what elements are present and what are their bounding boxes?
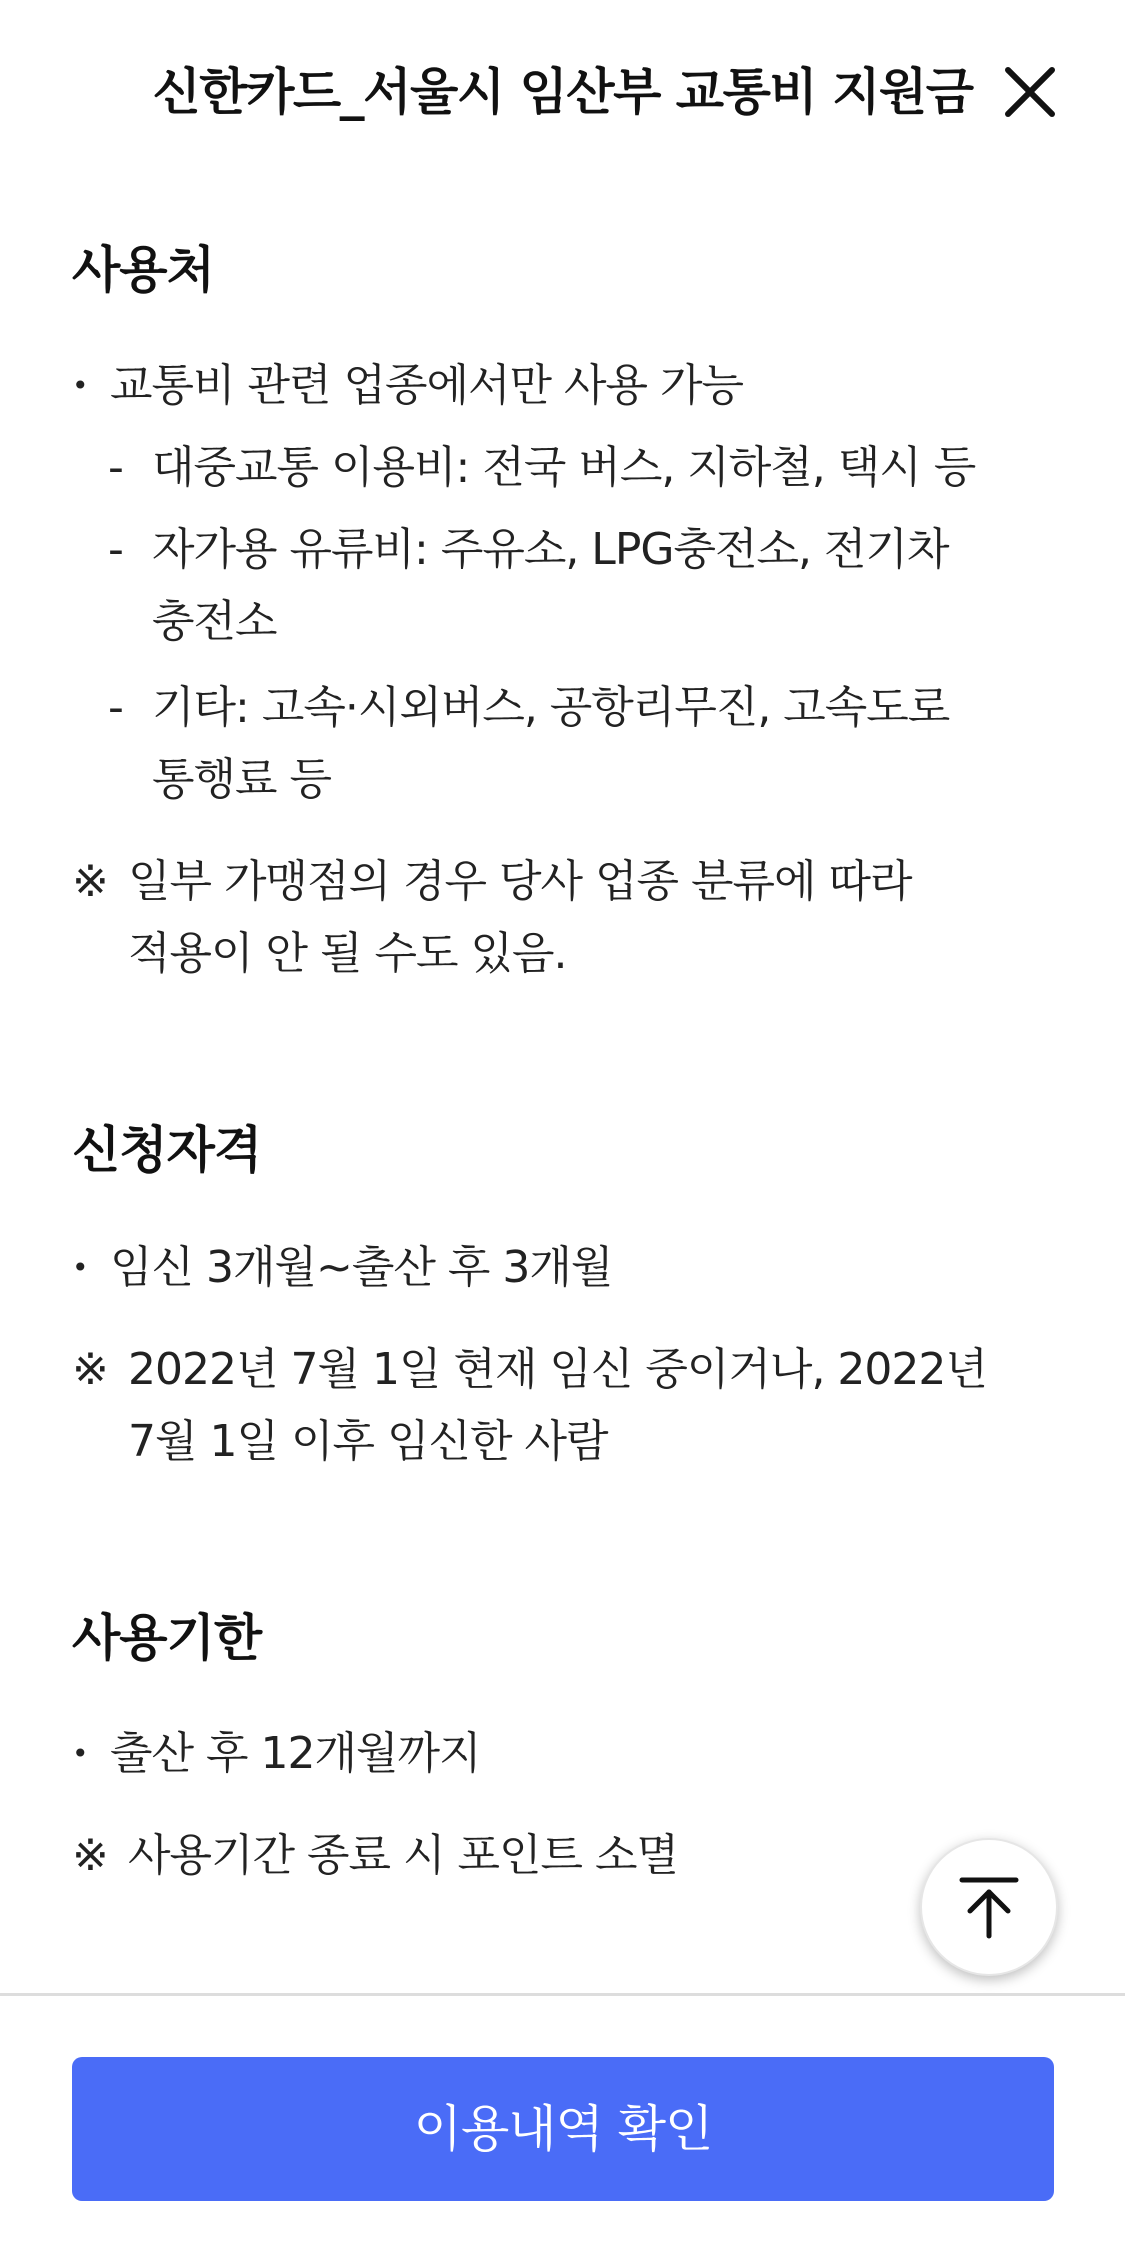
view-usage-history-button[interactable]: 이용내역 확인 xyxy=(72,2057,1054,2201)
footer-divider xyxy=(0,1993,1125,1996)
section-title-usage-place: 사용처 xyxy=(72,241,214,299)
scroll-to-top-button[interactable] xyxy=(920,1838,1058,1976)
dash-item xyxy=(72,672,1052,816)
section-title-usage-period: 사용기한 xyxy=(72,1609,262,1667)
note-text: 일부 가맹점의 경우 당사 업종 분류에 따라 xyxy=(128,856,912,907)
dash-item-text: 충전소 xyxy=(152,596,277,647)
dash-item-text: 통행료 등 xyxy=(152,754,332,805)
section-eligibility xyxy=(72,1110,1052,1478)
dash-item: - 대중교통 이용비: 전국 버스, 지하철, 택시 등 xyxy=(72,432,1052,504)
dash-item-text: 자가용 유류비: 주유소, LPG충전소, 전기차 xyxy=(152,524,949,575)
note-item: ※ 사용기간 종료 시 포인트 소멸 xyxy=(72,1820,1052,1892)
bullet-item: • 출산 후 12개월까지 xyxy=(72,1718,1052,1790)
arrow-up-to-top-icon xyxy=(956,1874,1022,1940)
note-item xyxy=(72,846,1052,990)
note-text: 적용이 안 될 수도 있음. xyxy=(128,928,567,979)
section-usage-period xyxy=(72,1598,1052,1892)
header xyxy=(0,0,1125,170)
note-item xyxy=(72,1334,1052,1478)
note-text: 2022년 7월 1일 현재 임신 중이거나, 2022년 xyxy=(128,1344,987,1395)
section-usage-place xyxy=(72,230,1052,990)
page-title: 신한카드_서울시 임산부 교통비 지원금 xyxy=(152,63,973,121)
bullet-item: • 임신 3개월~출산 후 3개월 xyxy=(72,1232,1052,1304)
content xyxy=(72,230,1052,1892)
close-button[interactable] xyxy=(1000,62,1060,122)
close-icon xyxy=(1000,62,1060,122)
section-title-eligibility: 신청자격 xyxy=(72,1121,262,1179)
dash-item xyxy=(72,514,1052,658)
bullet-item: • 교통비 관련 업종에서만 사용 가능 xyxy=(72,350,1052,422)
dash-item-text: 기타: 고속·시외버스, 공항리무진, 고속도로 xyxy=(152,682,950,733)
note-text: 7월 1일 이후 임신한 사람 xyxy=(128,1416,608,1467)
